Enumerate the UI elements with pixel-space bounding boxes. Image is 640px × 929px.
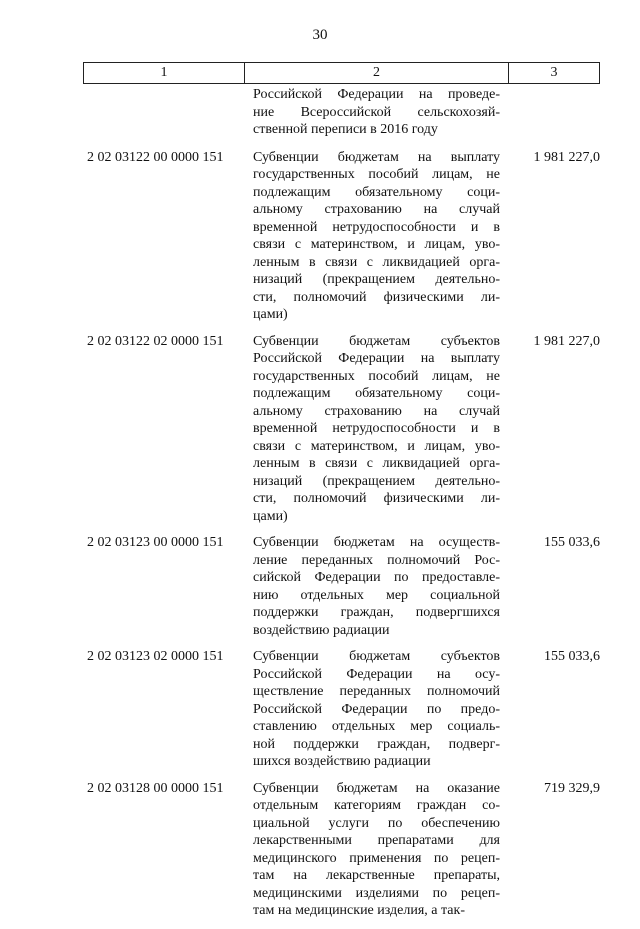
table-row — [83, 648, 600, 771]
description — [253, 648, 500, 771]
description-line: Субвенции бюджетам на оказание — [253, 780, 500, 796]
description-line: медицинскими изделиями по рецеп- — [253, 885, 500, 901]
description-line: ной поддержки граждан, подверг- — [253, 736, 500, 752]
description — [253, 149, 500, 324]
description-line: там на медицинские изделия, а так- — [253, 903, 465, 918]
description-line: ленным в связи с ликвидацией орга- — [253, 254, 500, 270]
description-line: подлежащим обязательному соци- — [253, 386, 500, 401]
description-line: воздействию радиации — [253, 622, 390, 638]
description-line: там на лекарственные препараты, — [253, 868, 500, 883]
description-line: низаций (прекращением деятельно- — [253, 473, 500, 489]
table-header — [83, 62, 600, 84]
description-line: государственных пособий лицам, не — [253, 368, 500, 384]
table-row — [83, 780, 600, 920]
amount: 155 033,6 — [544, 535, 600, 550]
description-line: цами) — [253, 307, 288, 322]
description-line: временной нетрудоспособности и в — [253, 219, 500, 235]
description-line: Субвенции бюджетам субъектов — [253, 649, 500, 664]
description-line: лекарственными препаратами для — [253, 833, 500, 848]
description-line: отдельным категориям граждан со- — [253, 798, 500, 813]
description-line: ние Всероссийской сельскохозяй- — [253, 104, 500, 120]
description-line: Российской Федерации на проведе- — [253, 87, 500, 102]
header-col-description: 2 — [245, 63, 509, 83]
description-line: низаций (прекращением деятельно- — [253, 272, 500, 287]
description — [253, 780, 500, 920]
header-col-code: 1 — [84, 63, 245, 83]
description — [253, 86, 500, 139]
description-line: Российской Федерации на осу- — [253, 666, 500, 682]
description-line: циальной услуги по обеспечению — [253, 815, 500, 831]
table-row — [83, 534, 600, 639]
amount — [500, 86, 600, 139]
budget-code: 2 02 03123 00 0000 151 — [87, 535, 224, 550]
description-line: сийской Федерации по предоставле- — [253, 570, 500, 585]
description-line: Российской Федерации по предо- — [253, 701, 500, 717]
table-body — [83, 86, 600, 929]
description-line: ление переданных полномочий Рос- — [253, 552, 500, 568]
description-line: Российской Федерации на выплату — [253, 351, 500, 366]
amount: 719 329,9 — [544, 780, 600, 796]
description-line: подлежащим обязательному соци- — [253, 184, 500, 200]
description-line: цами) — [253, 508, 288, 524]
table-row — [83, 86, 600, 139]
page-number: 30 — [312, 27, 328, 43]
description-line: ставлению отдельных мер социаль- — [253, 719, 500, 734]
description-line: временной нетрудоспособности и в — [253, 421, 500, 436]
budget-code — [83, 86, 244, 139]
amount: 1 981 227,0 — [533, 333, 600, 349]
description-line: связи с материнством, и лицам, уво- — [253, 438, 500, 454]
description-line: нию отдельных мер социальной — [253, 587, 500, 603]
description-line: сти, полномочий физическими ли- — [253, 289, 500, 305]
amount: 1 981 227,0 — [533, 149, 600, 165]
description-line: ленным в связи с ликвидацией орга- — [253, 456, 500, 471]
table-row — [83, 333, 600, 526]
table-row — [83, 149, 600, 324]
description-line: Субвенции бюджетам субъектов — [253, 333, 500, 349]
description-line: поддержки граждан, подвергшихся — [253, 605, 500, 620]
description-line: связи с материнством, и лицам, уво- — [253, 237, 500, 252]
description-line: шихся воздействию радиации — [253, 754, 431, 769]
description-line: альному страхованию на случай — [253, 202, 500, 217]
description — [253, 534, 500, 639]
budget-code: 2 02 03122 00 0000 151 — [87, 149, 224, 165]
description-line: альному страхованию на случай — [253, 403, 500, 419]
description-line: государственных пособий лицам, не — [253, 167, 500, 182]
header-col-amount: 3 — [550, 65, 558, 80]
budget-code: 2 02 03122 02 0000 151 — [87, 333, 224, 349]
description-line: сти, полномочий физическими ли- — [253, 491, 500, 506]
description — [253, 333, 500, 526]
description-line: медицинского применения по рецеп- — [253, 850, 500, 866]
description-line: Субвенции бюджетам на выплату — [253, 149, 500, 165]
amount: 155 033,6 — [544, 649, 600, 664]
description-line: ществление переданных полномочий — [253, 684, 500, 699]
description-line: Субвенции бюджетам на осуществ- — [253, 535, 500, 550]
description-line: ственной переписи в 2016 году — [253, 122, 438, 137]
budget-code: 2 02 03123 02 0000 151 — [87, 649, 224, 664]
budget-code: 2 02 03128 00 0000 151 — [87, 780, 224, 796]
